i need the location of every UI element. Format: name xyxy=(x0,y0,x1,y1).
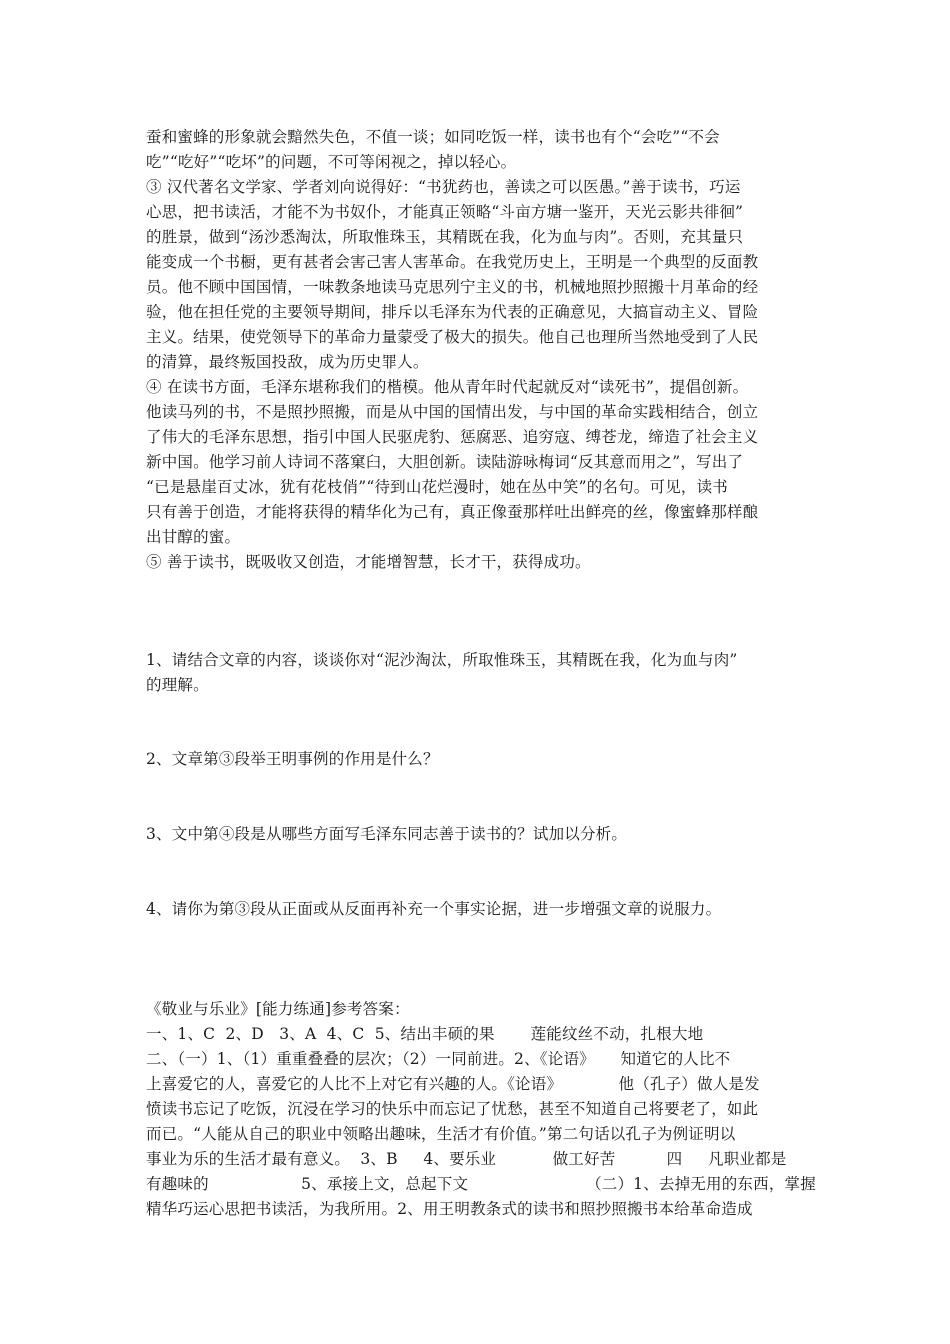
question-1 xyxy=(146,648,806,698)
answer-line: 一、1、C 2、D 3、A 4、C 5、结出丰硕的果 莲能纹丝不动，扎根大地 xyxy=(146,1025,704,1043)
answer-line: 二、（一）1、（1）重重叠叠的层次；（2）一同前进。2、《论语》 知道它的人比不 xyxy=(146,1050,731,1068)
article-line: ④ 在读书方面，毛泽东堪称我们的楷模。他从青年时代起就反对“读死书”，提倡创新。 xyxy=(146,378,749,396)
article-line: 蚕和蜜蜂的形象就会黯然失色，不值一谈；如同吃饭一样，读书也有个“会吃”“不会 xyxy=(146,128,720,146)
answer-line: 上喜爱它的人，喜爱它的人比不上对它有兴趣的人。《论语》 他（孔子）做人是发 xyxy=(146,1075,760,1093)
article-text xyxy=(146,125,806,575)
question-line: 1、请结合文章的内容，谈谈你对“泥沙淘汰，所取惟珠玉，其精既在我，化为血与肉” xyxy=(146,651,738,669)
article-line: 验，他在担任党的主要领导期间，排斥以毛泽东为代表的正确意见，大搞盲动主义、冒险 xyxy=(146,303,759,321)
question-2 xyxy=(146,747,806,772)
article-line: ⑤ 善于读书，既吸收又创造，才能增智慧，长才干，获得成功。 xyxy=(146,553,591,571)
article-line: 出甘醇的蜜。 xyxy=(146,528,241,546)
article-line: “已是悬崖百丈冰，犹有花枝俏”“待到山花烂漫时，她在丛中笑”的名句。可见，读书 xyxy=(146,478,728,496)
answer-line: 有趣味的 5、承接上文，总起下文 （二）1、去掉无用的东西，掌握 xyxy=(146,1175,816,1193)
article-line: 员。他不顾中国国情，一味教条地读马克思列宁主义的书，机械地照抄照搬十月革命的经 xyxy=(146,278,759,296)
article-line: 心思，把书读活，才能不为书奴仆，才能真正领略“斗亩方塘一鉴开，天光云影共徘徊” xyxy=(146,203,744,221)
question-3 xyxy=(146,822,806,847)
article-line: 的清算，最终叛国投敌，成为历史罪人。 xyxy=(146,353,429,371)
answer-line: 事业为乐的生活才最有意义。 3、B 4、要乐业 做工好苦 四 凡职业都是 xyxy=(146,1150,787,1168)
answer-line: 精华巧运心思把书读活，为我所用。2、用王明教条式的读书和照抄照搬书本给革命造成 xyxy=(146,1200,753,1218)
article-line: 新中国。他学习前人诗词不落窠臼，大胆创新。读陆游咏梅词“反其意而用之”，写出了 xyxy=(146,453,744,471)
article-line: 的胜景，做到“汤沙悉淘汰，所取惟珠玉，其精既在我，化为血与肉”。否则，充其量只 xyxy=(146,228,744,246)
question-line: 3、文中第④段是从哪些方面写毛泽东同志善于读书的？试加以分析。 xyxy=(146,825,628,843)
article-line: 能变成一个书橱，更有甚者会害己害人害革命。在我党历史上，王明是一个典型的反面教 xyxy=(146,253,759,271)
article-line: 只有善于创造，才能将获得的精华化为己有，真正像蚕那样吐出鲜亮的丝，像蜜蜂那样酿 xyxy=(146,503,759,521)
article-line: 主义。结果，使党领导下的革命力量蒙受了极大的损失。他自己也理所当然地受到了人民 xyxy=(146,328,759,346)
article-line: 了伟大的毛泽东思想，指引中国人民驱虎豹、惩腐恶、追穷寇、缚苍龙，缔造了社会主义 xyxy=(146,428,759,446)
question-line: 4、请你为第③段从正面或从反面再补充一个事实论据，进一步增强文章的说服力。 xyxy=(146,900,722,918)
question-line: 的理解。 xyxy=(146,676,209,694)
question-line: 2、文章第③段举王明事例的作用是什么？ xyxy=(146,750,439,768)
article-line: 他读马列的书，不是照抄照搬，而是从中国的国情出发，与中国的革命实践相结合，创立 xyxy=(146,403,759,421)
article-line: 吃”“吃好”“吃坏”的问题，不可等闲视之，掉以轻心。 xyxy=(146,153,517,171)
answer-key xyxy=(146,997,816,1222)
answer-heading: 《敬业与乐业》[能力练通]参考答案： xyxy=(146,1000,410,1018)
answer-line: 愤读书忘记了吃饭，沉浸在学习的快乐中而忘记了忧愁，甚至不知道自己将要老了，如此 xyxy=(146,1100,759,1118)
article-line: ③ 汉代著名文学家、学者刘向说得好：“书犹药也，善读之可以医愚。”善于读书，巧运 xyxy=(146,178,741,196)
question-4 xyxy=(146,897,806,922)
answer-line: 而已。“人能从自己的职业中领略出趣味，生活才有价值。”第二句话以孔子为例证明以 xyxy=(146,1125,736,1143)
